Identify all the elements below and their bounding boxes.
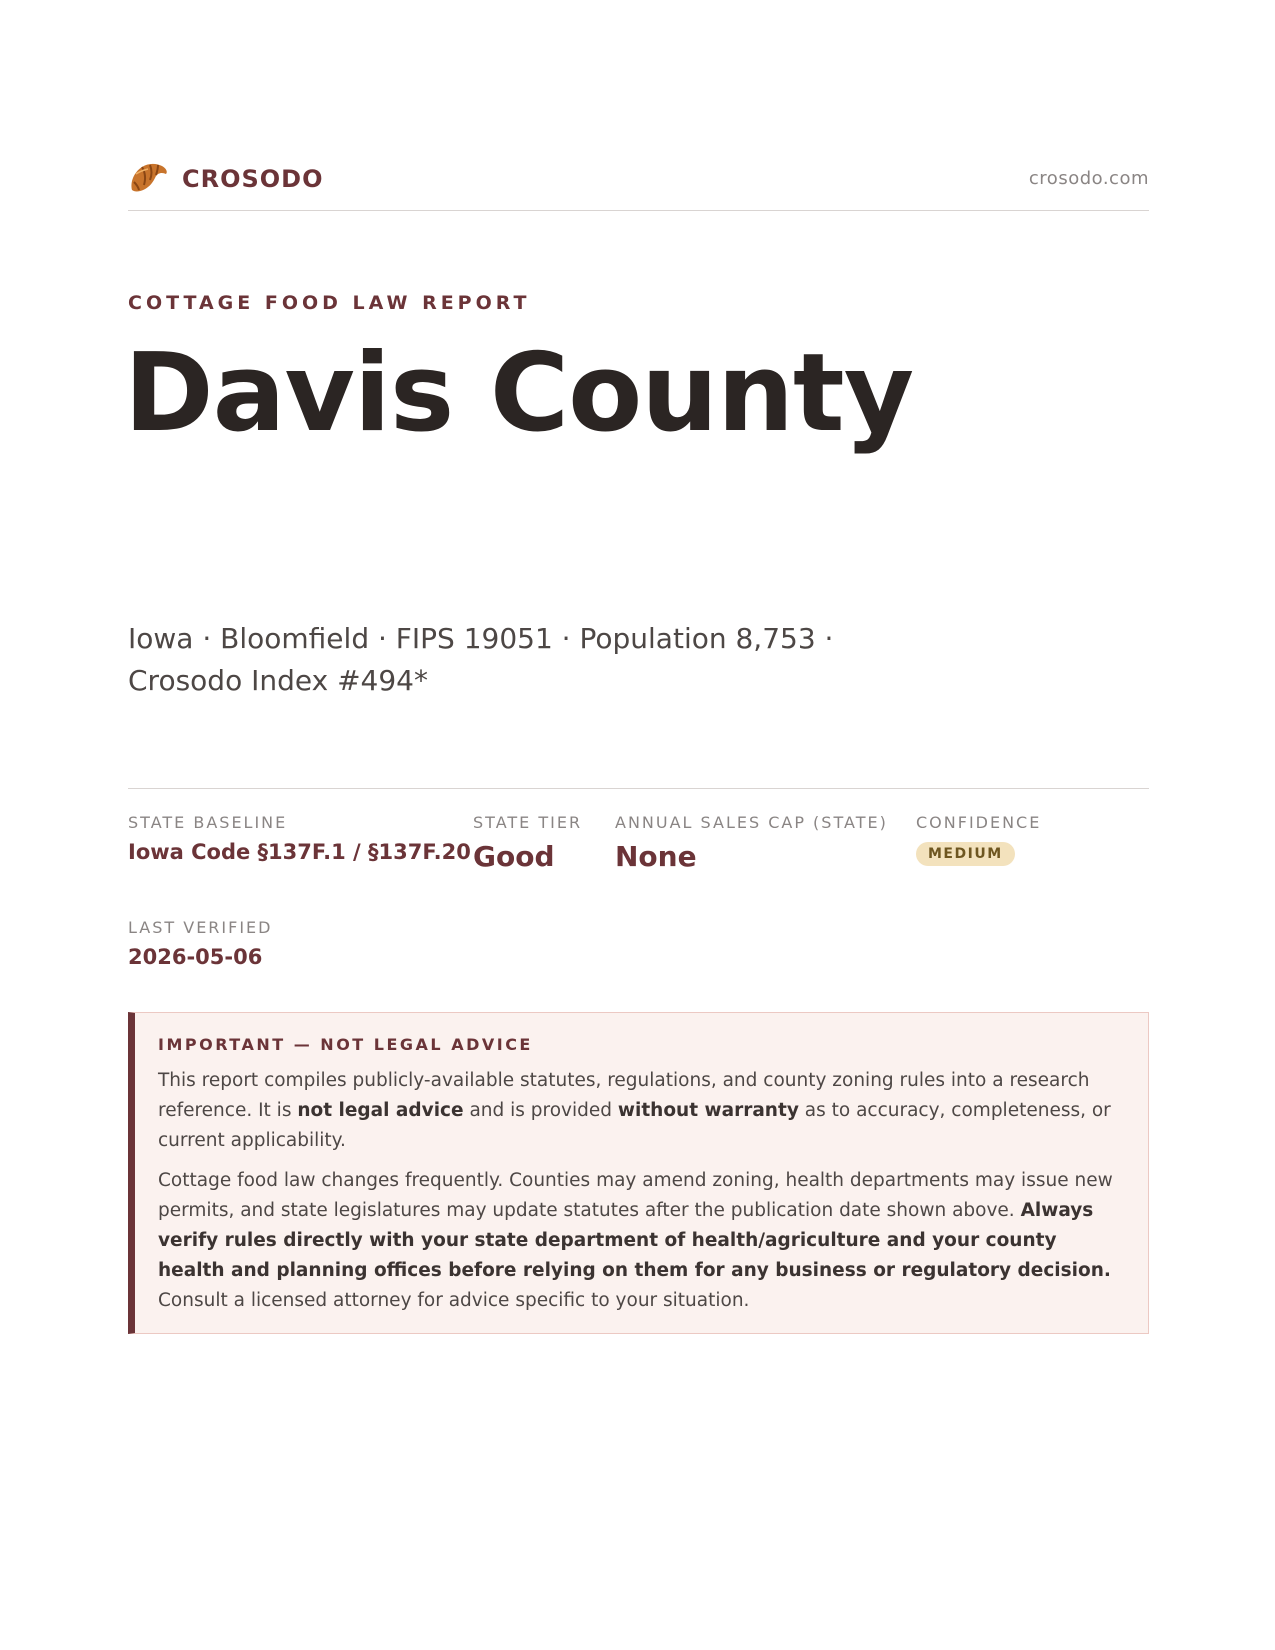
fact-value: 2026-05-06 [128, 945, 263, 969]
site-url-link[interactable]: crosodo.com [1028, 168, 1149, 189]
notice-text: as to accuracy, completeness, or current applicability. [158, 1100, 1111, 1151]
notice-text: Cottage food law changes frequently. Counties may amend zoning, health departments may issue new permits, and state legislatures may update statutes after the publication date shown above. [158, 1170, 1113, 1221]
brand[interactable] [128, 160, 324, 198]
brand-name: CROSODO [182, 165, 324, 193]
fact-label: STATE BASELINE [128, 813, 288, 832]
fact-last-verified [128, 918, 272, 969]
confidence-badge: MEDIUM [916, 842, 1015, 866]
section-divider [128, 788, 1149, 789]
fact-value: Good [473, 840, 555, 873]
fact-label: CONFIDENCE [916, 813, 1042, 832]
fact-state-baseline [128, 813, 471, 864]
page-title: Davis County [124, 331, 914, 456]
notice-text: This report compiles publicly-available statutes, regulations, and county zoning rules into a research reference. It is [158, 1070, 1090, 1121]
notice-paragraph [158, 1066, 1124, 1156]
fact-state-tier [473, 813, 582, 873]
fact-label: STATE TIER [473, 813, 583, 832]
report-eyebrow: COTTAGE FOOD LAW REPORT [128, 292, 531, 314]
notice-paragraph [158, 1166, 1124, 1316]
notice-emphasis: Always verify rules directly with your state department of health/agriculture and your county health and planning offices before relying on them for any business or regulatory decision. [158, 1200, 1111, 1281]
fact-label: LAST VERIFIED [128, 918, 273, 937]
notice-text: and is provided [463, 1100, 618, 1121]
fact-value: Iowa Code §137F.1 / §137F.20 [128, 840, 471, 864]
notice-emphasis: without warranty [617, 1100, 799, 1121]
fact-confidence [916, 813, 1041, 866]
report-subtitle: Iowa · Bloomfield · FIPS 19051 · Population 8,753 · Crosodo Index #494* [128, 622, 834, 697]
fact-label: ANNUAL SALES CAP (STATE) [615, 813, 888, 832]
fact-sales-cap [615, 813, 888, 873]
fact-value: None [615, 840, 697, 873]
notice-title: IMPORTANT — NOT LEGAL ADVICE [158, 1035, 533, 1054]
page-header [128, 158, 1149, 211]
croissant-icon [128, 160, 170, 198]
notice-text: Consult a licensed attorney for advice specific to your situation. [158, 1290, 750, 1311]
legal-notice [128, 1012, 1149, 1334]
notice-emphasis: not legal advice [297, 1100, 464, 1121]
